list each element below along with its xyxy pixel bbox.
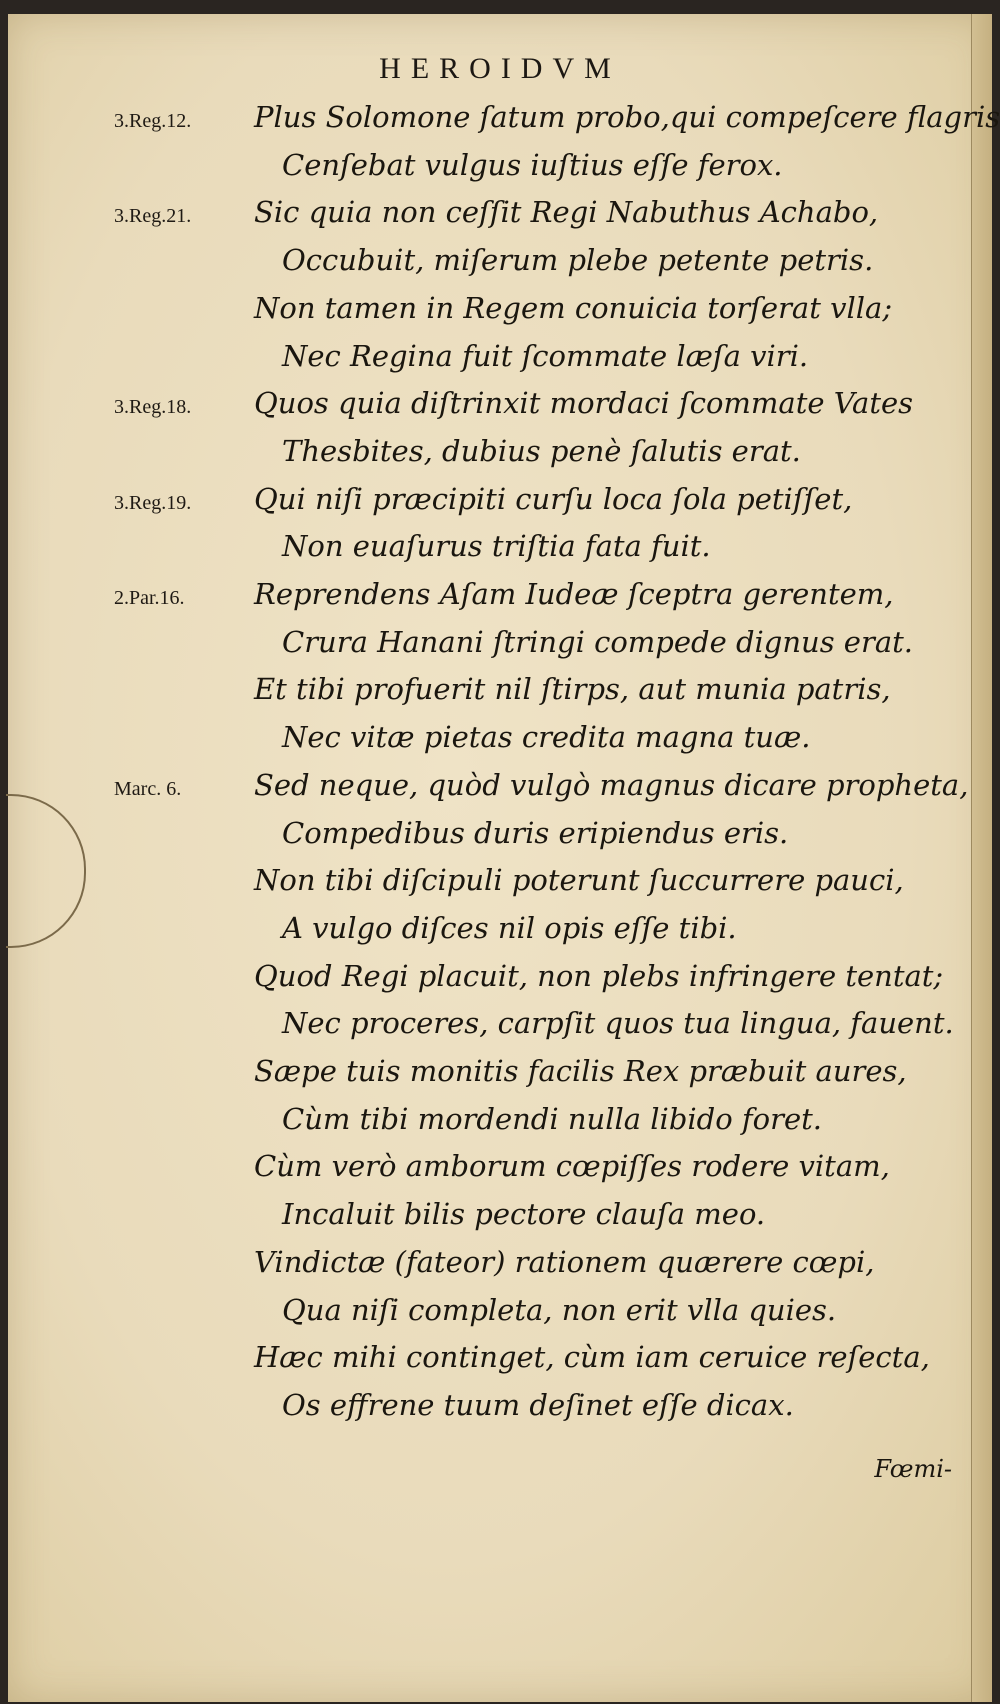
verse-text: Os effrene tuum deſinet eſſe dicax. <box>282 1387 794 1422</box>
verse-line <box>0 195 1000 241</box>
verse-line <box>0 720 1000 766</box>
verse-text: Quod Regi placuit, non plebs infringere tentat; <box>254 958 944 993</box>
verse-line <box>0 1388 1000 1434</box>
verse-line <box>0 816 1000 862</box>
verse-text: Cùm verò amborum cœpiſſes rodere vitam, <box>254 1149 890 1184</box>
verse-text: Nec proceres, carpſit quos tua lingua, fauent. <box>282 1006 954 1041</box>
verse-text: Et tibi profuerit nil ſtirps, aut munia patris, <box>254 672 891 707</box>
margin-reference: 3.Reg.12. <box>114 110 192 132</box>
verse-line <box>0 1054 1000 1100</box>
verse-line <box>0 434 1000 480</box>
verse-line <box>0 148 1000 194</box>
verse-text: Occubuit, miſerum plebe petente petris. <box>282 243 874 278</box>
verse-text: Cenſebat vulgus iuſtius eſſe ferox. <box>282 147 783 182</box>
verse-text: Plus Solomone ſatum probo,qui compeſcere flagris <box>254 100 1000 134</box>
verse-text: Cùm tibi mordendi nulla libido foret. <box>282 1101 822 1136</box>
verse-line <box>0 1340 1000 1386</box>
verse-text: Non tamen in Regem conuicia torſerat vlla; <box>254 290 893 325</box>
verse-line <box>0 1006 1000 1052</box>
verse-line <box>0 672 1000 718</box>
verse-line <box>0 291 1000 337</box>
verse-text: Sed neque, quòd vulgò magnus dicare propheta, <box>254 767 969 802</box>
verse-line <box>0 243 1000 289</box>
margin-reference: Marc. 6. <box>114 777 182 800</box>
verse-line <box>0 863 1000 909</box>
verse-line <box>0 1197 1000 1243</box>
verse-text: Non tibi diſcipuli poterunt ſuccurrere pauci, <box>254 863 904 898</box>
verse-text: Sic quia non ceſſit Regi Nabuthus Achabo, <box>254 195 879 230</box>
verse-line <box>0 1149 1000 1195</box>
verse-line <box>0 625 1000 671</box>
margin-reference: 3.Reg.18. <box>114 396 192 419</box>
verse-text: Nec Regina fuit ſcommate læſa viri. <box>282 338 809 373</box>
verse-text: A vulgo diſces nil opis eſſe tibi. <box>282 910 737 945</box>
verse-text: Sæpe tuis monitis facilis Rex præbuit aures, <box>254 1054 907 1088</box>
verse-line <box>0 339 1000 385</box>
verse-line <box>0 768 1000 814</box>
verse-line <box>0 529 1000 575</box>
verse-line <box>0 386 1000 432</box>
verse-line <box>0 577 1000 623</box>
verse-text: Incaluit bilis pectore clauſa meo. <box>282 1197 766 1232</box>
verse-text: Vindictæ (fateor) rationem quærere cœpi, <box>254 1244 875 1279</box>
verse-line <box>0 100 1000 146</box>
verse-line <box>0 959 1000 1005</box>
catchword: Fœmi- <box>874 1455 952 1483</box>
verse-text: Hæc mihi continget, cùm iam ceruice reſecta, <box>254 1340 930 1375</box>
verse-text: Crura Hanani ſtringi compede dignus erat. <box>282 624 913 659</box>
running-header: HEROIDVM <box>379 52 621 85</box>
verse-line <box>0 1293 1000 1339</box>
verse-text: Qui niſi præcipiti curſu loca ſola petiſſet, <box>254 481 853 516</box>
verse-text: Compedibus duris eripiendus eris. <box>282 815 789 850</box>
margin-reference: 3.Reg.19. <box>114 491 192 514</box>
margin-reference: 3.Reg.21. <box>114 205 192 228</box>
verse-text: Qua niſi completa, non erit vlla quies. <box>282 1292 837 1327</box>
verse-line <box>0 1102 1000 1148</box>
verse-line <box>0 1245 1000 1291</box>
verse-text: Thesbites, dubius penè ſalutis erat. <box>282 433 801 468</box>
verse-text: Reprendens Aſam Iudeæ ſceptra gerentem, <box>254 577 894 611</box>
verse-text: Quos quia diſtrinxit mordaci ſcommate Vates <box>254 386 914 421</box>
verse-text: Non euaſurus triſtia fata fuit. <box>282 529 711 564</box>
verse-line <box>0 482 1000 528</box>
verse-line <box>0 911 1000 957</box>
verse-text: Nec vitæ pietas credita magna tuæ. <box>282 720 811 755</box>
margin-reference: 2.Par.16. <box>114 587 185 609</box>
